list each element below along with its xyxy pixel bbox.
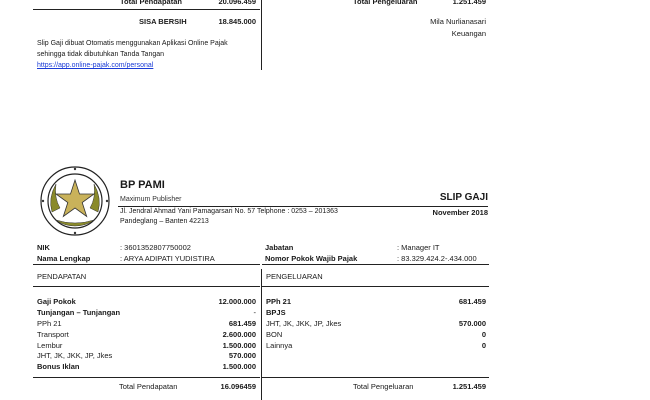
company-address-line2: Pandeglang – Banten 42213 [120, 218, 209, 225]
pengeluaran-item-label: BON [266, 330, 283, 339]
nik-value: : 3601352807750002 [120, 243, 191, 252]
pendapatan-item-value: 681.459 [228, 319, 256, 328]
gaji-pokok-label: Gaji Pokok [37, 297, 76, 306]
nik-label: NIK [37, 243, 50, 252]
pendapatan-item-label: PPh 21 [37, 319, 62, 328]
prev-total-pendapatan-label: Total Pendapatan [120, 0, 182, 6]
pph-value: 681.459 [458, 297, 486, 306]
pendapatan-item-value: 1.500.000 [222, 341, 256, 350]
company-subtitle: Maximum Publisher [120, 196, 182, 203]
jabatan-value: : Manager IT [397, 243, 440, 252]
pengeluaran-item-label: JHT, JK, JKK, JP, Jkes [266, 319, 342, 328]
signer-name: Mila Nurlianasari [430, 17, 486, 26]
online-pajak-link[interactable]: https://app.online-pajak.com/personal [37, 62, 154, 69]
total-pengeluaran-label: Total Pengeluaran [353, 382, 414, 391]
pendapatan-item-value: 2.600.000 [222, 330, 256, 339]
pengeluaran-header: PENGELUARAN [266, 272, 323, 281]
pengeluaran-item-value: 0 [481, 330, 486, 339]
total-pengeluaran-value: 1.251.459 [452, 382, 486, 391]
prev-column-divider [261, 0, 262, 70]
pph-label: PPh 21 [266, 297, 292, 306]
company-emblem-icon [38, 164, 112, 238]
info-rule-right [262, 264, 489, 265]
pengeluaran-header-rule [262, 286, 489, 287]
header-rule [118, 206, 488, 207]
tunjangan-value: - [253, 308, 256, 317]
total-pendapatan-value: 16.096459 [220, 382, 256, 391]
info-rule-left [33, 264, 260, 265]
bonus-label: Bonus Iklan [37, 362, 80, 371]
gaji-pokok-value: 12.000.000 [218, 297, 256, 306]
pendapatan-total-rule [33, 377, 260, 378]
prev-total-pengeluaran-label: Total Pengeluaran [353, 0, 418, 6]
bonus-value: 1.500.000 [222, 362, 256, 371]
tunjangan-label: Tunjangan – Tunjangan [37, 308, 121, 317]
pengeluaran-item-label: Lainnya [266, 341, 293, 350]
slip-period: November 2018 [432, 208, 488, 217]
pengeluaran-item-value: 570.000 [458, 319, 486, 328]
pendapatan-item-label: JHT, JK, JKK, JP, Jkes [37, 351, 113, 360]
auto-note-line1: Slip Gaji dibuat Otomatis menggunakan Aplikasi Online Pajak [37, 40, 228, 47]
npwp-value: : 83.329.424.2-.434.000 [397, 254, 477, 263]
jabatan-label: Jabatan [265, 243, 294, 252]
sisa-bersih-label: SISA BERSIH [139, 17, 187, 26]
prev-total-pendapatan-value: 20.096.459 [218, 0, 256, 6]
company-name: BP PAMI [120, 179, 165, 191]
slip-column-divider [261, 269, 262, 400]
pengeluaran-total-rule [262, 377, 489, 378]
slip-title: SLIP GAJI [439, 192, 488, 203]
prev-total-pengeluaran-value: 1.251.459 [452, 0, 486, 6]
bpjs-label: BPJS [266, 308, 286, 317]
pengeluaran-item-value: 0 [481, 341, 486, 350]
total-pendapatan-label: Total Pendapatan [119, 382, 178, 391]
pendapatan-item-value: 570.000 [228, 351, 256, 360]
pendapatan-item-label: Transport [37, 330, 69, 339]
name-label: Nama Lengkap [37, 254, 91, 263]
pendapatan-header: PENDAPATAN [37, 272, 87, 281]
name-value: : ARYA ADIPATI YUDISTIRA [120, 254, 215, 263]
sisa-bersih-value: 18.845.000 [218, 17, 256, 26]
npwp-label: Nomor Pokok Wajib Pajak [265, 254, 358, 263]
signer-role: Keuangan [451, 29, 486, 38]
auto-note-line2: sehingga tidak dibutuhkan Tanda Tangan [37, 51, 165, 58]
company-address-line1: Jl. Jendral Ahmad Yani Pamagarsari No. 57 Telphone : 0253 – 201363 [120, 208, 338, 215]
pendapatan-header-rule [33, 286, 260, 287]
pendapatan-item-label: Lembur [37, 341, 63, 350]
prev-divider [33, 9, 260, 10]
